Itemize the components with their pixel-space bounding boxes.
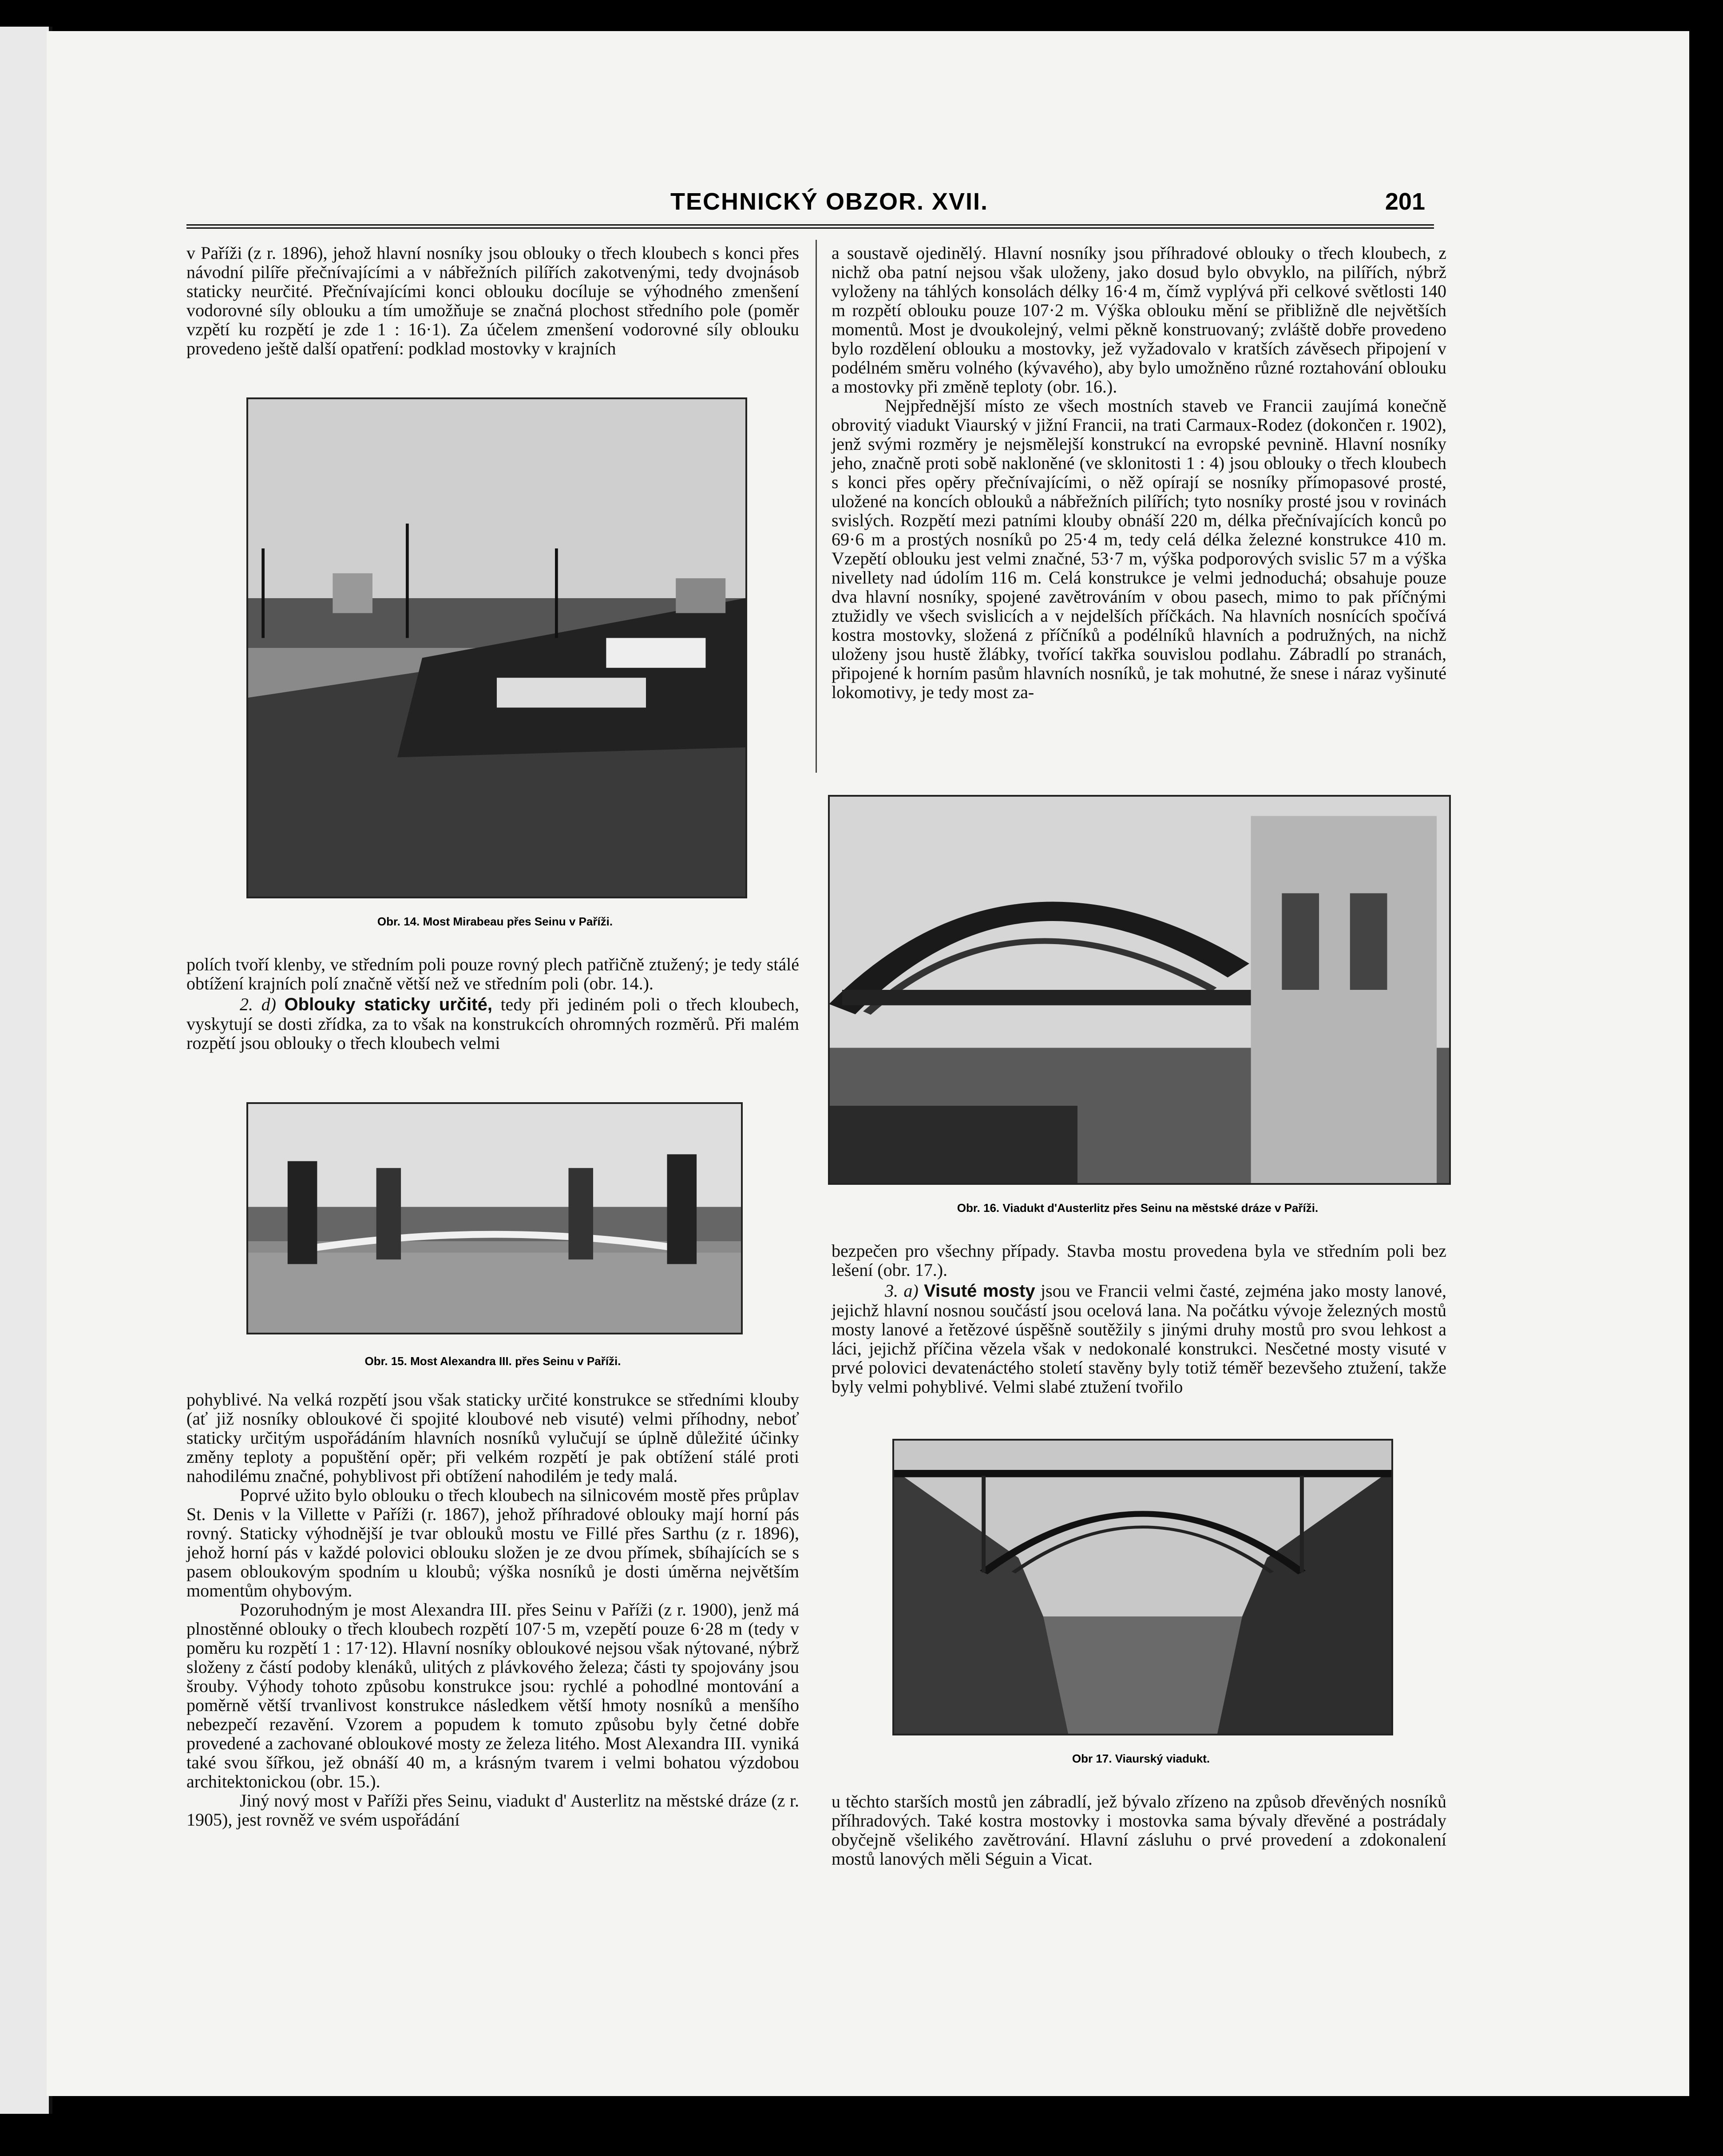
figure-15-caption: Obr. 15. Most Alexandra III. přes Seinu v Paříži. [364,1354,621,1368]
section-number: 2. d) [240,994,276,1014]
right-column-top [832,243,1446,702]
paragraph: pohyblivé. Na velká rozpětí jsou však staticky určité konstrukce se středními klouby (ať již nosníky obloukové či spojité kloubové neb visuté) velmi příhodny, neboť staticky určitým uspořádáním hlavních nosníků vylučují se úplně důležité účinky změny teploty a popuštění opěr; při velkém rozpětí je pak obtížení stálé proti nahodilému značné, pohyblivost při obtížení nahodilém je tedy malá. [186,1390,799,1486]
paragraph: Poprvé užito bylo oblouku o třech kloubech na silnicovém mostě přes průplav St. Denis v la Villette v Paříži (r. 1867), jehož příhradové oblouky mají horní pás rovný. Staticky výhodnější je tvar oblouků mostu ve Fillé přes Sarthu (z r. 1896), jehož horní pás v každé polovici oblouku složen je ze dvou přímek, sbíhajících se s pasem obloukovým spodním u kloubů; výška nosníků je dosti úměrna největším momentům ohybovým. [186,1485,799,1600]
right-column-middle [832,1241,1446,1396]
previous-page-edge [0,27,52,2114]
figure-15-photo [246,1102,743,1334]
page-number: 201 [1385,188,1425,215]
left-column-top [186,243,799,358]
figure-16-caption: Obr. 16. Viadukt d'Austerlitz přes Seinu na městské dráze v Paříži. [957,1201,1319,1215]
paragraph: u těchto starších mostů jen zábradlí, jež bývalo zřízeno na způsob dřevěných nosníků příhradových. Také kostra mostovky i mostovka sama bývaly dřevěné a postrádaly obyčejně všelikého zavětrování. Hlavní zásluhu o prvé provedení a zdokonalení mostů lanových měli Séguin a Vicat. [832,1791,1446,1869]
paragraph: Jiný nový most v Paříži přes Seinu, viadukt d' Austerlitz na městské dráze (z r. 1905), jest rovněž ve svém uspořádání [186,1791,799,1830]
column-divider [816,240,817,773]
figure-17-photo [892,1439,1393,1735]
left-column-middle [186,955,799,1052]
paragraph: polích tvoří klenby, ve středním poli pouze rovný plech patřičně ztužený; je tedy stálé obtížení krajních polí značně větší než ve středním poli (obr. 14.). [186,954,799,993]
paragraph: Nejpřednější místo ze všech mostních staveb ve Francii zaujímá konečně obrovitý viadukt Viaurský v jižní Francii, na trati Carmaux-Rodez (dokončen r. 1902), jenž svými rozměry je nejsmělejší konstrukcí na evropské pevnině. Hlavní nosníky jeho, značně proti sobě nakloněné (ve sklonitosti 1 : 4) jsou oblouky o třech kloubech s konci přes opěry přečnívajícími, o něž opírají se nosníky přímopasové prosté, uložené na koncích oblouků a nábřežních pilířích; tyto nosníky prosté jsou v rovinách svislých. Rozpětí mezi patními klouby obnáší 220 m, délka přečnívajících konců po 69·6 m a prostých nosníků po 25·4 m, tedy celá délka železné konstrukce 410 m. Vzepětí oblouku jest velmi značné, 53·7 m, výška podporových svislic 57 m a výška nivellety nad údolím 116 m. Celá konstrukce je velmi jednoduchá; obsahuje pouze dva hlavní nosníky, spojené zavětrováním v obou pasech, mimo to pak příčnými ztužidly ve všech svislicích a v nejdelších příčkách. Na hlavních nosnících spočívá kostra mostovky, složená z příčníků a podélníků hlavních a podružných, na nichž uloženy jsou hustě žlábky, tvořící takřka souvislou podlahu. Zábradlí po stranách, připojené k horním pasům hlavních nosníků, je tak mohutné, že snese i náraz vyšinuté lokomotivy, je tedy most za- [832,396,1446,702]
right-column-bottom [832,1792,1446,1868]
paragraph: bezpečen pro všechny případy. Stavba mostu provedena byla ve středním poli bez lešení (obr. 17.). [832,1241,1446,1280]
figure-17-caption: Obr 17. Viaurský viadukt. [1072,1752,1210,1765]
section-number: 3. a) [885,1281,919,1301]
paragraph-section-3a [832,1281,1446,1396]
left-column-bottom [186,1390,799,1829]
section-heading: Visuté mosty [924,1281,1035,1301]
paragraph: Pozoruhodným je most Alexandra III. přes Seinu v Paříži (z r. 1900), jenž má plnostěnné oblouky o třech kloubech rozpětí 107·5 m, vzepětí pouze 6·28 m (tedy v poměru ku rozpětí 1 : 17·12). Hlavní nosníky obloukové nejsou však nýtované, nýbrž složeny z částí podoby klenáků, ulitých z plávkového železa; části ty spojovány jsou šrouby. Výhody tohoto způsobu konstrukce jsou: rychlé a pohodlné montování a poměrně větší trvanlivost konstrukce následkem větší hmoty nosníků a menšího nebezpečí rezavění. Vzorem a popudem k tomuto způsobu byly četné dobře provedené a zachované obloukové mosty ze železa litého. Most Alexandra III. vyniká také svou šířkou, jež obnáší 40 m, a krásným tvarem i velmi bohatou výzdobou architektonickou (obr. 15.). [186,1600,799,1791]
paragraph-section-2d [186,995,799,1052]
section-heading: Oblouky staticky určité, [284,995,492,1014]
figure-14-caption: Obr. 14. Most Mirabeau přes Seinu v Paříži. [377,915,613,928]
section-text: jsou ve Francii velmi časté, zejména jako mosty lanové, jejichž hlavní nosnou součástí jsou ocelová lana. Na počátku vývoje železných mostů mosty lanové a řetězové úspěšně soutěžily s jinými druhy mostů pro svou lehkost a láci, jejichž příčina vězela však v nedokonalé konstrukci. Nesčetné mosty visuté v prvé polovici devatenáctého století stavěny byly totiž téměř bezevšeho ztužení, takže byly velmi pohyblivé. Velmi slabé ztužení tvořilo [832,1281,1446,1397]
journal-title: TECHNICKÝ OBZOR. XVII. [670,188,989,215]
running-header [186,184,1434,229]
figure-14-photo [246,397,747,898]
paragraph: v Paříži (z r. 1896), jehož hlavní nosníky jsou oblouky o třech kloubech s konci přes návodní pilíře přečnívajícími a v nábřežních pilířích zakotvenými, tedy dvojnásob staticky neurčité. Přečnívajícími konci oblouku docíluje se výhodného zmenšení vodorovné síly oblouku a tím umožňuje se značná plochost středního pole (poměr vzpětí ku rozpětí je zde 1 : 16·1). Za účelem zmenšení vodorovné síly oblouku provedeno ještě další opatření: podklad mostovky v krajních [186,243,799,358]
figure-16-photo [828,795,1451,1185]
section-text: tedy při jediném poli o třech kloubech, vyskytují se dosti zřídka, za to však na konstrukcích ohromných rozměrů. Při malém rozpětí jsou oblouky o třech kloubech velmi [186,994,800,1053]
paragraph: a soustavě ojedinělý. Hlavní nosníky jsou příhradové oblouky o třech kloubech, z nichž oba patní nejsou však uloženy, jako dosud bylo obvyklo, na pilířích, nýbrž vyloženy na táhlých konsolách délky 16·4 m, čímž vyplývá při celkové světlosti 140 m rozpětí oblouku pouze 107·2 m. Výška oblouku mění se přibližně dle největších momentů. Most je dvoukolejný, velmi pěkně konstruovaný; zvláště dobře provedeno bylo rozdělení oblouku a mostovky, jež vyžadovalo v kratších závěsech připojení v podélném směru volného (kývavého), aby bylo umožněno různé roztahování oblouku a mostovky při změně teploty (obr. 16.). [832,243,1446,397]
